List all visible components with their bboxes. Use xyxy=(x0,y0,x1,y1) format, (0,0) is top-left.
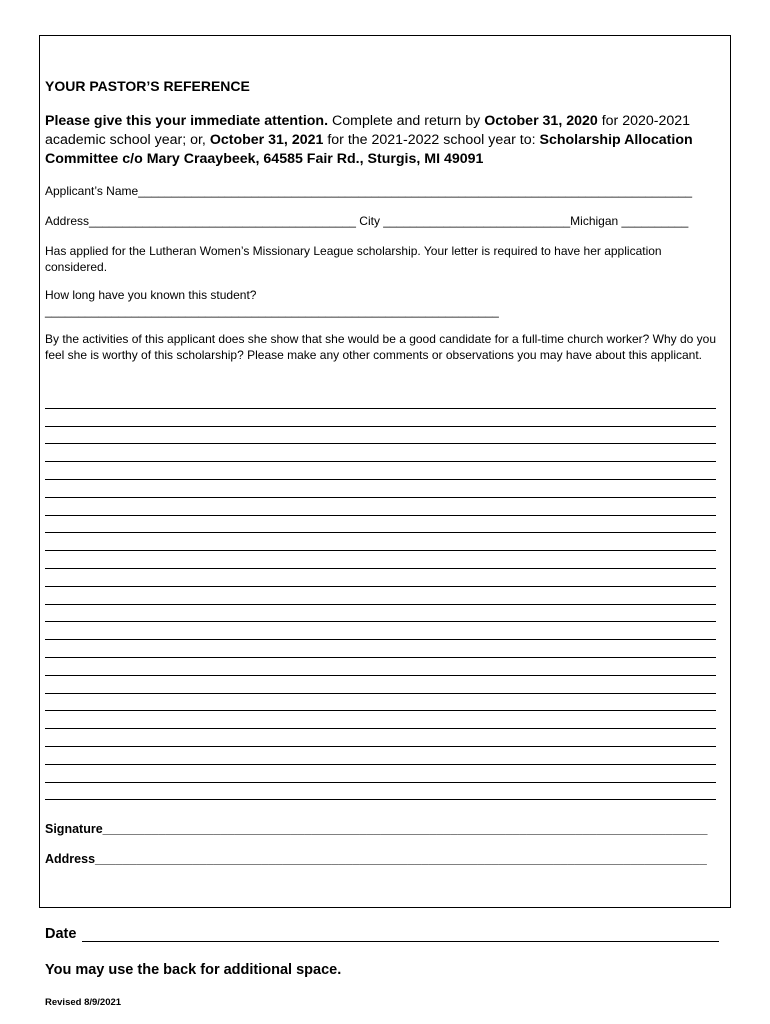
signature-field[interactable]: Signature_______________________________________________________________________________________ xyxy=(45,822,708,836)
intro-part2: for 2020-2021 academic school year; or, xyxy=(45,113,691,148)
comment-line[interactable] xyxy=(45,516,716,534)
comment-line[interactable] xyxy=(45,409,716,427)
intro-recipient: Scholarship Allocation Committee c/o Mary Craaybeek, 64585 Fair Rd., Sturgis, MI 49091 xyxy=(45,132,693,167)
intro-paragraph xyxy=(45,112,717,169)
comment-line[interactable] xyxy=(45,783,716,801)
comment-line[interactable] xyxy=(45,498,716,516)
comment-line[interactable] xyxy=(45,551,716,569)
comment-line[interactable] xyxy=(45,711,716,729)
activities-question: By the activities of this applicant does she show that she would be a good candidate for a full-time church worker? Why do you feel she is worthy of this scholarship? Please make any other comments or observations you may have about this applicant. xyxy=(45,332,717,362)
comment-line[interactable] xyxy=(45,747,716,765)
intro-part3: for the 2021-2022 school year to: xyxy=(323,132,540,148)
known-answer-field[interactable]: ____________________________________________________________________ xyxy=(45,304,499,318)
date-label: Date xyxy=(45,926,77,942)
comment-line[interactable] xyxy=(45,640,716,658)
pastor-address-field[interactable]: Address________________________________________________________________________________________ xyxy=(45,852,707,866)
applicant-name-field[interactable]: Applicant’s Name___________________________________________________________________________________ xyxy=(45,184,693,198)
revised-date: Revised 8/9/2021 xyxy=(45,997,122,1008)
comment-line[interactable] xyxy=(45,605,716,623)
comment-line[interactable] xyxy=(45,480,716,498)
comment-line[interactable] xyxy=(45,676,716,694)
intro-lead: Please give this your immediate attention. xyxy=(45,113,329,129)
comment-line[interactable] xyxy=(45,765,716,783)
comment-lines[interactable] xyxy=(45,391,716,800)
comment-line[interactable] xyxy=(45,391,716,409)
comment-line[interactable] xyxy=(45,533,716,551)
intro-part1: Complete and return by xyxy=(328,113,485,129)
applied-text: Has applied for the Lutheran Women’s Missionary League scholarship. Your letter is required to have her application considered. xyxy=(45,244,662,274)
comment-line[interactable] xyxy=(45,694,716,712)
intro-date2: October 31, 2021 xyxy=(209,132,324,148)
comment-line[interactable] xyxy=(45,658,716,676)
comment-line[interactable] xyxy=(45,622,716,640)
comment-line[interactable] xyxy=(45,729,716,747)
comment-line[interactable] xyxy=(45,569,716,587)
known-question: How long have you known this student? xyxy=(45,288,257,302)
comment-line[interactable] xyxy=(45,587,716,605)
comment-line[interactable] xyxy=(45,444,716,462)
date-field[interactable] xyxy=(82,941,719,942)
comment-line[interactable] xyxy=(45,462,716,480)
intro-date1: October 31, 2020 xyxy=(484,113,598,129)
form-title: YOUR PASTOR’S REFERENCE xyxy=(45,78,250,94)
address-city-state-field[interactable]: Address________________________________________ City ____________________________Michigan __________ xyxy=(45,214,689,228)
comment-line[interactable] xyxy=(45,427,716,445)
back-note: You may use the back for additional space. xyxy=(45,962,342,978)
